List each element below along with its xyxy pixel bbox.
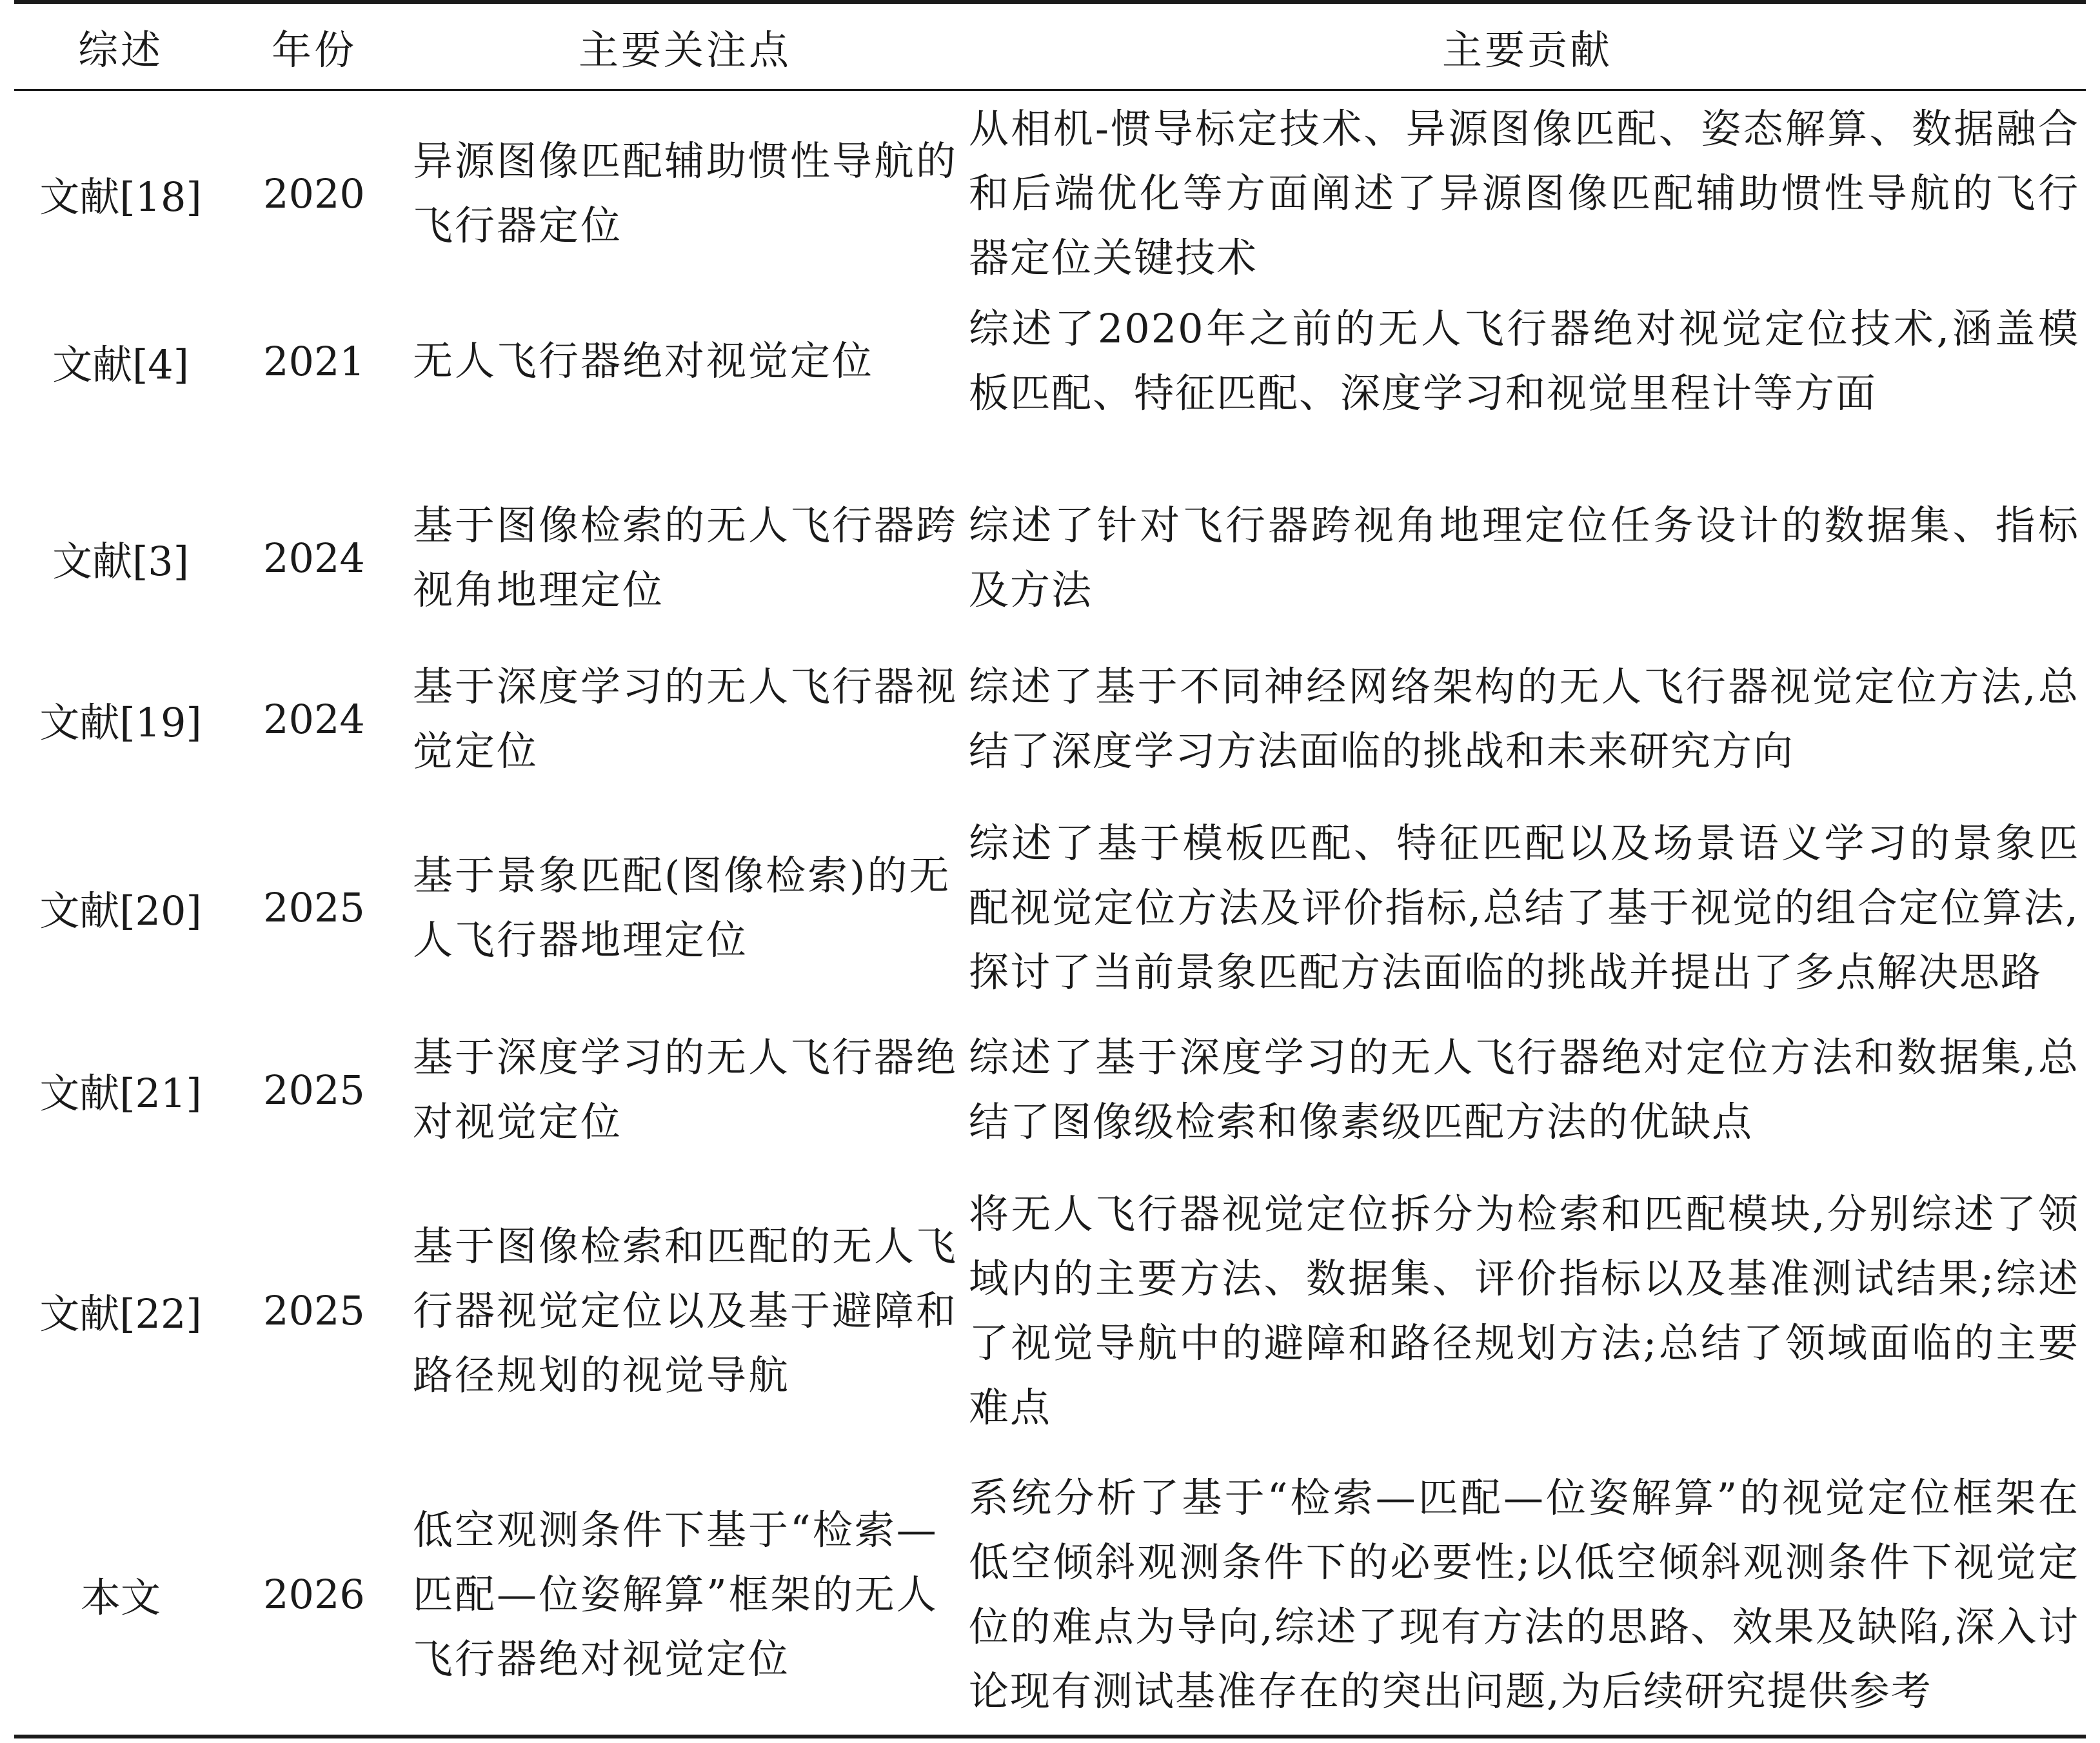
table-header — [14, 4, 2086, 89]
cell-focus — [401, 1022, 969, 1157]
table-row — [14, 651, 2086, 787]
cell-year: 2026 — [263, 1571, 365, 1618]
table-row — [14, 1022, 2086, 1157]
cell-year: 2025 — [263, 884, 365, 931]
cell-contribution-text: 综述了基于模板匹配、特征匹配以及场景语义学习的景象匹配视觉定位方法及评价指标,总结了基于视觉的组合定位算法,探讨了当前景象匹配方法面临的挑战并提出了多点解决思路 — [969, 819, 2079, 996]
table-row — [14, 1464, 2086, 1725]
table-header-rule — [14, 89, 2086, 91]
cell-review: 文献[20] — [39, 887, 202, 934]
cell-focus-text: 异源图像匹配辅助惯性导航的飞行器定位 — [413, 137, 958, 249]
cell-year: 2024 — [263, 534, 365, 582]
header-year: 年份 — [271, 26, 357, 74]
cell-contribution-text: 从相机-惯导标定技术、异源图像匹配、姿态解算、数据融合和后端优化等方面阐述了异源图像匹配辅助惯性导航的飞行器定位关键技术 — [969, 105, 2079, 281]
cell-year: 2025 — [263, 1287, 365, 1334]
cell-focus — [401, 490, 969, 625]
cell-review: 文献[18] — [39, 173, 202, 221]
table-row — [14, 97, 2086, 290]
cell-focus — [401, 293, 969, 429]
cell-review: 文献[21] — [39, 1069, 202, 1117]
cell-contribution-text: 综述了基于不同神经网络架构的无人飞行器视觉定位方法,总结了深度学习方法面临的挑战和未来研究方向 — [969, 663, 2079, 774]
cell-contribution — [969, 1180, 2086, 1441]
cell-year: 2020 — [263, 170, 365, 217]
table-row — [14, 809, 2086, 1006]
header-focus: 主要关注点 — [578, 26, 791, 74]
cell-contribution-text: 综述了2020年之前的无人飞行器绝对视觉定位技术,涵盖模板匹配、特征匹配、深度学习和视觉里程计等方面 — [969, 305, 2079, 417]
cell-year: 2025 — [263, 1066, 365, 1114]
cell-review: 文献[19] — [39, 698, 202, 746]
cell-contribution — [969, 1464, 2086, 1725]
cell-focus — [401, 97, 969, 290]
cell-contribution-text: 综述了针对飞行器跨视角地理定位任务设计的数据集、指标及方法 — [969, 502, 2079, 613]
cell-focus — [401, 651, 969, 787]
cell-review: 文献[22] — [39, 1290, 202, 1337]
table-row — [14, 293, 2086, 429]
cell-contribution — [969, 293, 2086, 429]
cell-contribution — [969, 97, 2086, 290]
header-contribution: 主要贡献 — [1441, 26, 1612, 74]
cell-focus — [401, 1464, 969, 1725]
cell-focus-text: 低空观测条件下基于“检索—匹配—位姿解算”框架的无人飞行器绝对视觉定位 — [413, 1506, 938, 1682]
cell-contribution — [969, 1022, 2086, 1157]
cell-year: 2021 — [263, 337, 365, 385]
cell-contribution — [969, 651, 2086, 787]
cell-focus-text: 无人飞行器绝对视觉定位 — [413, 337, 875, 384]
table-row — [14, 490, 2086, 625]
cell-contribution — [969, 809, 2086, 1006]
cell-review: 文献[3] — [52, 537, 189, 585]
cell-year: 2024 — [263, 695, 365, 743]
header-review: 综述 — [77, 26, 163, 74]
cell-focus — [401, 1180, 969, 1441]
cell-focus — [401, 809, 969, 1006]
cell-contribution-text: 系统分析了基于“检索—匹配—位姿解算”的视觉定位框架在低空倾斜观测条件下的必要性;以低空倾斜观测条件下视觉定位的难点为导向,综述了现有方法的思路、效果及缺陷,深入讨论现有测试基准存在的突出问题,为后续研究提供参考 — [969, 1473, 2079, 1715]
cell-focus-text: 基于图像检索的无人飞行器跨视角地理定位 — [413, 502, 958, 613]
cell-contribution — [969, 490, 2086, 625]
cell-contribution-text: 综述了基于深度学习的无人飞行器绝对定位方法和数据集,总结了图像级检索和像素级匹配方法的优缺点 — [969, 1034, 2079, 1145]
cell-contribution-text: 将无人飞行器视觉定位拆分为检索和匹配模块,分别综述了领域内的主要方法、数据集、评价指标以及基准测试结果;综述了视觉导航中的避障和路径规划方法;总结了领域面临的主要难点 — [969, 1190, 2079, 1431]
cell-review: 本文 — [80, 1574, 161, 1621]
cell-focus-text: 基于深度学习的无人飞行器视觉定位 — [413, 663, 958, 774]
table-bottom-rule — [14, 1735, 2086, 1738]
cell-review: 文献[4] — [52, 340, 189, 388]
cell-focus-text: 基于景象匹配(图像检索)的无人飞行器地理定位 — [413, 851, 951, 963]
table-row — [14, 1180, 2086, 1441]
cell-focus-text: 基于深度学习的无人飞行器绝对视觉定位 — [413, 1034, 958, 1145]
cell-focus-text: 基于图像检索和匹配的无人飞行器视觉定位以及基于避障和路径规划的视觉导航 — [413, 1222, 958, 1399]
